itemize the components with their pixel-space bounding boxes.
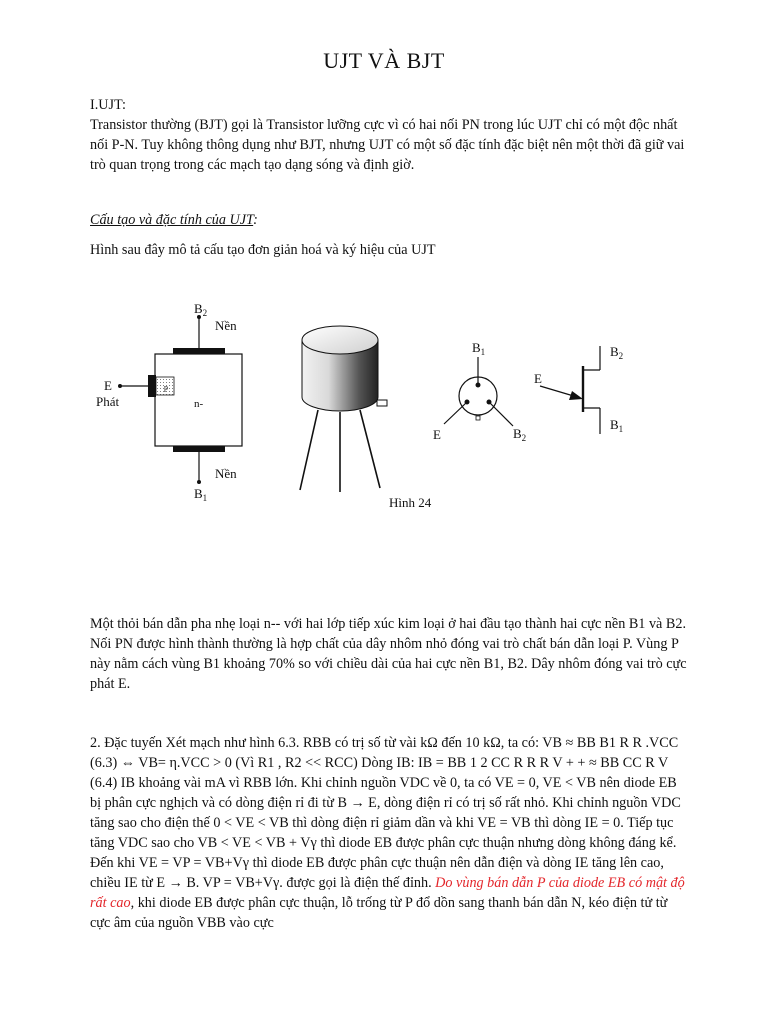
structure-heading-text: Cấu tạo và đặc tính của UJT: [90, 212, 254, 228]
e-label: E: [104, 378, 112, 393]
symbol-b1-label: $B_1$: [610, 417, 624, 434]
b2-label: $B_2$: [194, 301, 208, 318]
structure-heading: [90, 210, 690, 230]
pinout-e-label: E: [433, 427, 441, 442]
section-ujt-intro: [90, 95, 690, 175]
phat-label: Phát: [96, 394, 120, 409]
ujt-symbol-drawing: [534, 344, 623, 434]
nen-top-label: Nền: [215, 318, 237, 333]
symbol-e-label: E: [534, 371, 542, 386]
pinout-b2-label: $B_2$: [513, 426, 527, 443]
nen-bottom-label: Nền: [215, 466, 237, 481]
package-tab: [377, 400, 387, 406]
ujt-structure-drawing: [96, 301, 242, 503]
bar-description-paragraph: Một thỏi bán dẫn pha nhẹ loại n-- với hai lớp tiếp xúc kim loại ở hai đầu tạo thành hai cực nền B1 và B2. Nối PN được hình thành thường là hợp chất của dây nhôm nhỏ đóng vai trò chất bán dẫn loại P. Vùng P này nằm cách vùng B1 khoảng 70% so với chiều dài của hai cực nền B1, B2. Dây nhôm đóng vai trò cực phát E.: [90, 616, 687, 692]
characteristic-paragraph: [90, 733, 690, 933]
p-label: p: [164, 383, 168, 392]
pinout-drawing: [433, 340, 526, 443]
emitter-contact: [148, 375, 156, 397]
symbol-b2-label: $B_2$: [610, 344, 624, 361]
characteristic-text-continued: , khi diode EB được phân cực thuận, lỗ trống từ P đổ dồn sang thanh bán dẫn N, kéo điện tử từ cực âm của nguồn VBB vào cực: [90, 895, 668, 931]
structure-heading-colon: :: [253, 212, 258, 228]
section-heading: I.UJT:: [90, 97, 126, 113]
emitter-arrow: [569, 391, 583, 400]
b1-label: $B_1$: [194, 486, 208, 503]
base-contact-top: [173, 348, 225, 354]
base-contact-bottom: [173, 446, 225, 452]
characteristic-text: 2. Đặc tuyến Xét mạch như hình 6.3. RBB có trị số từ vài kΩ đến 10 kΩ, ta có: VB ≈ BB B1 R R .VCC (6.3) ⇔ VB= η.VCC > 0 (Vì R1 , R2 << RCC) Dòng IB: IB = BB 1 2 CC R R R V + + ≈ BB CC R V (6.4) IB khoảng vài mA vì RBB lớn. Khi chỉnh nguồn VDC về 0, ta có VE = 0, VE < VB nên diode EB bị phân cực nghịch và có dòng điện rỉ đi từ B → E, dòng điện rỉ có trị số rất nhỏ. Khi chỉnh nguồn VDC tăng sao cho điện thế 0 < VE < VB thì dòng điện rỉ giảm dần và khi VE = VB thì dòng IE = 0. Tiếp tục tăng VDC sao cho VB < VE < VB + Vγ thì diode EB được phân cực thuận nhưng dòng không đáng kể. Đến khi VE = VP = VB+Vγ thì diode EB được phân cực thuận nên dẫn điện và dòng IE tăng lên cao, chiều IE từ E → B. VP = VB+Vγ. được gọi là điện thế đỉnh.: [90, 735, 681, 891]
transistor-package-drawing: [300, 326, 387, 492]
n-label: n-: [194, 398, 204, 410]
highlighted-text: Do vùng bán dẫn P của diode EB có mật độ rất cao: [90, 875, 685, 911]
pinout-b1-label: $B_1$: [472, 340, 486, 357]
page-title: UJT VÀ BJT: [323, 48, 445, 73]
figure-caption: Hình 24: [389, 495, 432, 510]
ujt-figure: [0, 290, 768, 530]
section-body: Transistor thường (BJT) gọi là Transistor lưỡng cực vì có hai nối PN trong lúc UJT chỉ có một độc nhất nối P-N. Tuy không thông dụng như BJT, nhưng UJT có một số đặc tính đặc biệt nên một thời đã giữ vai trò quan trọng trong các mạch tạo dạng sóng và định giờ.: [90, 117, 685, 173]
pinout-tab: [476, 416, 480, 420]
structure-intro: Hình sau đây mô tả cấu tạo đơn giản hoá và ký hiệu của UJT: [90, 242, 436, 258]
